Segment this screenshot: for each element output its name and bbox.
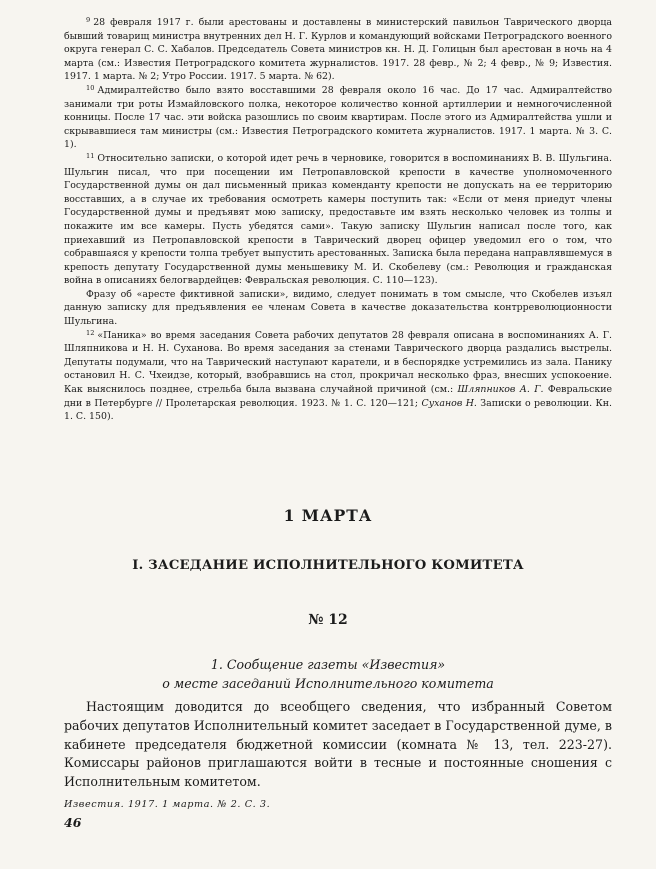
footnote-11 xyxy=(64,152,612,288)
footnote-11-continuation: Фразу об «аресте фиктивной записки», видимо, следует понимать в том смысле, что Скобелев изъял данную записку для предъявления ее членам Совета в качестве доказательства контрреволюционности Шульгина. xyxy=(64,288,612,328)
footnote-reference: Февральские дни в Петербурге // Пролетарская революция. 1923. № 1. С. 120—121; xyxy=(64,384,613,409)
document-title xyxy=(0,655,656,693)
footnote-text: «Паника» во время заседания Совета рабочих депутатов 28 февраля описана в воспоминаниях А. Г. Шляпникова и Н. Н. Суханова. Во время заседания за стенами Таврического дворца раздались выстрелы. Депутаты подумали, что на Таврический наступают каратели, и в беспорядке устремились из зала. Панику остановил Н. С. Чхеидзе, который, взобравшись на стол, прокричал несколько фраз, внесших успокоение. Как выяснилось позднее, стрельба была вызвана случайной причиной (см.: xyxy=(64,329,612,396)
document-number: № 12 xyxy=(308,612,348,628)
date-heading: 1 МАРТА xyxy=(283,506,373,525)
footnote-9 xyxy=(64,16,612,84)
page-number: 46 xyxy=(64,815,82,830)
footnotes-block xyxy=(64,16,612,424)
footnote-text: Адмиралтейство было взято восставшими 28 февраля около 16 час. До 17 час. Адмиралтейство занимали три роты Измайловского полка, некоторое количество конной артиллерии и немногочисленной конницы. После 17 час. эти войска разошлись по своим квартирам. После этого из Адмиралтейства ушли и скрывавшиеся там министры (см.: Известия Петроградского комитета журналистов. 1917. 1 марта. № 3. С. 1). xyxy=(64,84,612,151)
document-source: Известия. 1917. 1 марта. № 2. С. 3. xyxy=(64,799,271,810)
footnote-reference: Записки о революции. Кн. 1. С. 150). xyxy=(64,397,613,423)
footnote-author: Суханов Н. xyxy=(421,397,477,409)
section-heading: I. ЗАСЕДАНИЕ ИСПОЛНИТЕЛЬНОГО КОМИТЕТА xyxy=(132,558,524,573)
footnote-number: 11 xyxy=(86,151,95,160)
footnote-text: 28 февраля 1917 г. были арестованы и доставлены в министерский павильон Таврического дворца бывший товарищ министра внутренних дел Н. Г. Курлов и командующий войсками Петроградского военного округа генерал С. С. Хабалов. Председатель Совета министров кн. Н. Д. Голицын был арестован в ночь на 4 марта (см.: Известия Петроградского комитета журналистов. 1917. 28 февр., № 2; 4 февр., № 9; Известия. 1917. 1 марта. № 2; Утро России. 1917. 5 марта. № 62). xyxy=(64,17,612,83)
footnote-12 xyxy=(64,329,612,424)
footnote-author: Шляпников А. Г. xyxy=(457,384,544,396)
footnote-text: Относительно записки, о которой идет речь в черновике, говорится в воспоминаниях В. В. Шульгина. Шульгин писал, что при посещении им Петропавловской крепости в качестве уполномоченного Государственной думы он дал письменный приказ коменданту крепости не допускать на ее территорию восставших, а в случае их требования осмотреть камеры поступить так: «Если от меня приедут члены Государственной думы и предъявят мою записку, предоставьте им взять несколько человек из толпы и покажите им все камеры. Пусть убедятся сами». Такую записку Шульгин написал после того, как приехавший из Петропавловской крепости в Таврический дворец офицер уведомил его о том, что собравшаяся у крепости толпа требует выпустить арестованных. Записка была передана направлявшемуся в крепость депутату Государственной думы меньшевику М. И. Скобелеву (см.: Революция и гражданская война в описаниях белогвардейцев: Февральская революция. С. 110—123). xyxy=(64,152,612,287)
document-title-line: 1. Сообщение газеты «Известия» xyxy=(210,657,446,672)
footnote-number: 9 xyxy=(86,16,91,24)
footnote-10 xyxy=(64,84,612,152)
document-body: Настоящим доводится до всеобщего сведения, что избранный Советом рабочих депутатов Исполнительный комитет заседает в Государственной думе, в кабинете председателя бюджетной комиссии (комната № 13, тел. 223-27). Комиссары районов приглашаются войти в тесные и постоянные сношения с Исполнительным комитетом. xyxy=(64,699,612,790)
footnote-number: 10 xyxy=(86,83,95,92)
document-title-line: о месте заседаний Исполнительного комитета xyxy=(162,676,494,691)
footnote-number: 12 xyxy=(86,328,95,337)
